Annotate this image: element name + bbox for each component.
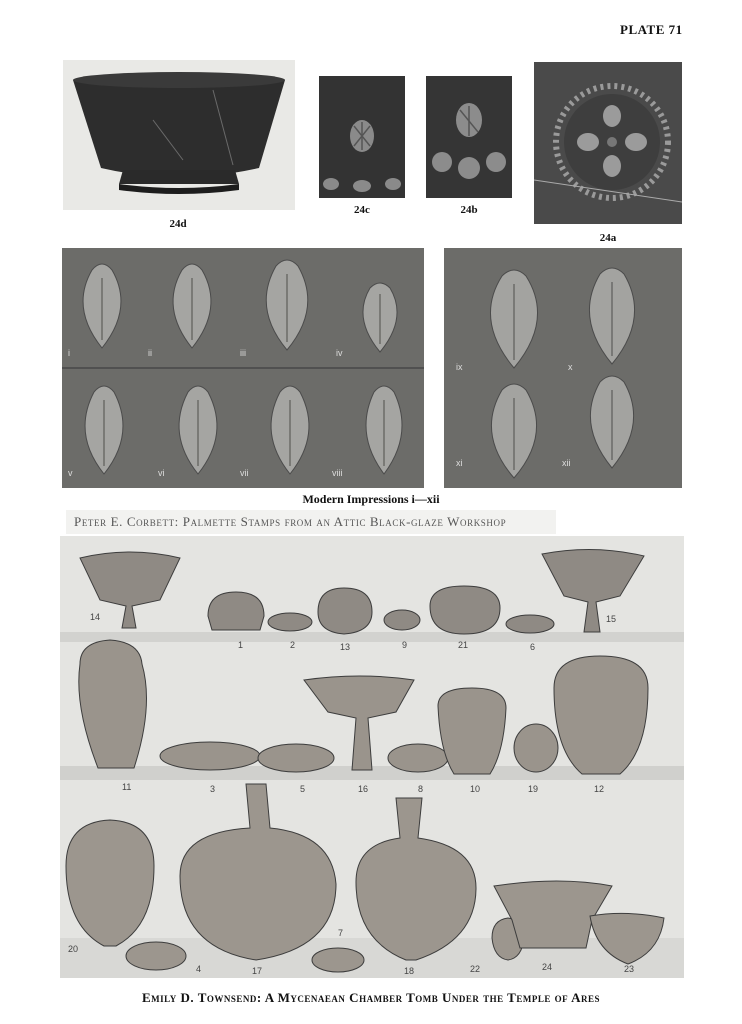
article-title-townsend: Emily D. Townsend: A Mycenaean Chamber Tomb Under the Temple of Ares: [141, 990, 601, 1005]
vessel-number: 19: [528, 784, 539, 794]
photo-24a-plate-floor: [534, 62, 682, 224]
numeral-vii: vii: [240, 468, 249, 478]
vessel-number: 6: [530, 642, 536, 652]
photo-impressions-i-viii: [62, 248, 424, 488]
numeral-vi: vi: [158, 468, 165, 478]
stamp-24b-drawing: [426, 76, 512, 198]
numeral-i: i: [68, 348, 70, 358]
numeral-x: x: [568, 362, 573, 372]
vessel-number: 21: [458, 640, 469, 650]
photo-24b-stamp: [426, 76, 512, 198]
impressions-left-drawing: [62, 248, 424, 488]
impressions-right-drawing: [444, 248, 682, 488]
vessel-number: 22: [470, 964, 481, 974]
vessel-number: 7: [338, 928, 344, 938]
label-24c: 24c: [354, 204, 370, 216]
vessel-number: 15: [606, 614, 617, 624]
label-24d: 24d: [169, 218, 187, 230]
shelf-1: [60, 632, 684, 642]
vessel-number: 1: [238, 640, 244, 650]
vessel-number: 3: [210, 784, 216, 794]
vessel-number: 8: [418, 784, 424, 794]
photo-24c-stamp: [319, 76, 405, 198]
stamp-24a-drawing: [534, 62, 682, 224]
numeral-xi: xi: [456, 458, 463, 468]
photo-24d-bowl: [63, 60, 295, 210]
vessel-number: 18: [404, 966, 415, 976]
vessel-number: 12: [594, 784, 605, 794]
numeral-iv: iv: [336, 348, 343, 358]
photo-impressions-ix-xii: [444, 248, 682, 488]
vessel-number: 17: [252, 966, 263, 976]
vessel-number: 16: [358, 784, 369, 794]
stamp-24c-drawing: [319, 76, 405, 198]
vessel-number: 4: [196, 964, 202, 974]
numeral-v: v: [68, 468, 73, 478]
vessel-number: 5: [300, 784, 306, 794]
numeral-xii: xii: [562, 458, 571, 468]
numeral-viii: viii: [332, 468, 343, 478]
numeral-iii: iii: [240, 348, 246, 358]
impressions-caption: Modern Impressions i—xii: [302, 492, 440, 506]
plate-number: PLATE 71: [620, 22, 683, 37]
photo-pottery-shelves: [60, 536, 684, 978]
vessel-number: 14: [90, 612, 101, 622]
pottery-drawing: [60, 536, 684, 978]
label-24a: 24a: [599, 232, 617, 244]
vessel-number: 23: [624, 964, 635, 974]
label-24b: 24b: [460, 204, 478, 216]
vessel-number: 20: [68, 944, 79, 954]
bowl-drawing: [63, 60, 295, 210]
numeral-ix: ix: [456, 362, 463, 372]
vessel-number: 10: [470, 784, 481, 794]
vessel-number: 13: [340, 642, 351, 652]
article-title-corbett: Peter E. Corbett: Palmette Stamps from an Attic Black-glaze Workshop: [66, 510, 556, 534]
vessel-number: 9: [402, 640, 408, 650]
vessel-number: 11: [122, 782, 132, 792]
vessel-number: 24: [542, 962, 553, 972]
vessel-number: 2: [290, 640, 296, 650]
numeral-ii: ii: [148, 348, 152, 358]
